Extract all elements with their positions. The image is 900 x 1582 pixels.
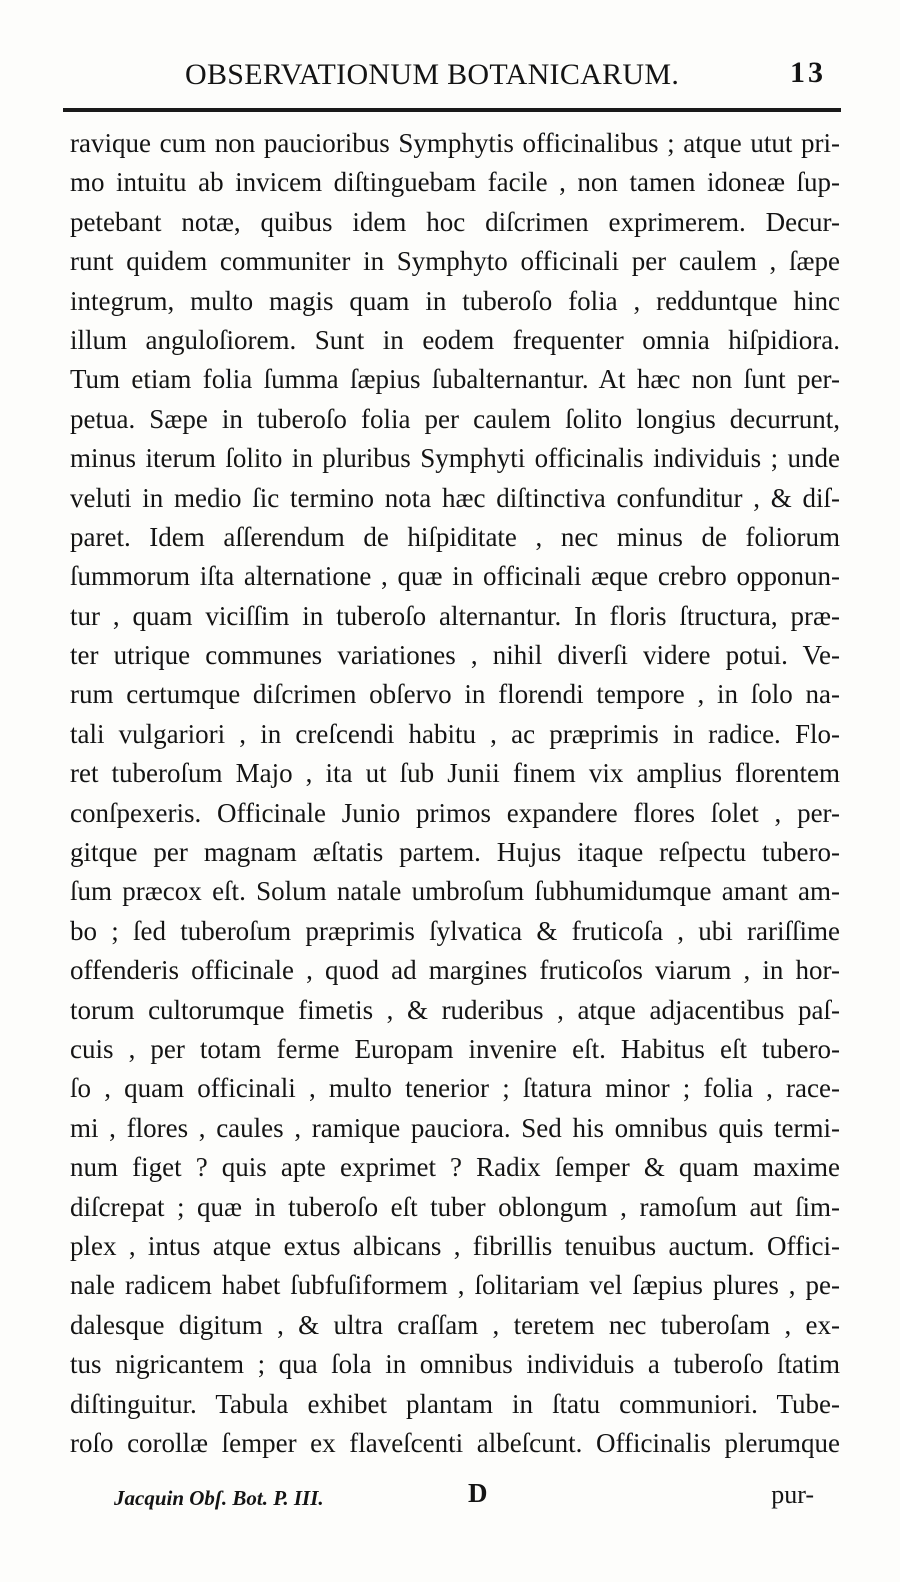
page-footer [70,1478,838,1518]
text-line: plex , intus atque extus albicans , fibrillis tenuibus auctum. Offici- [70,1230,840,1261]
text-line: roſo corollæ ſemper ex flaveſcenti albeſcunt. Officinalis plerumque [70,1427,840,1458]
text-line: ſum præcox eſt. Solum natale umbroſum ſubhumidumque amant am- [70,876,840,907]
text-line: Tum etiam folia ſumma ſæpius ſubalternantur. At hæc non ſunt per- [70,364,840,395]
page-number: 13 [790,56,826,89]
running-title: OBSERVATIONUM BOTANICARUM. [185,58,680,91]
text-line: ravique cum non paucioribus Symphytis officinalibus ; atque utut pri- [70,128,840,158]
text-line: ter utrique communes variationes , nihil diverſi videre potui. Ve- [70,640,840,671]
running-head [60,52,838,98]
text-line: mi , flores , caules , ramique pauciora. Sed his omnibus quis termi- [70,1112,840,1143]
text-line: diſtinguitur. Tabula exhibet plantam in ſtatu communiori. Tube- [70,1388,840,1419]
text-line: minus iterum ſolito in pluribus Symphyti officinalis individuis ; unde [70,443,840,474]
text-line: tus nigricantem ; qua ſola in omnibus individuis a tuberoſo ſtatim [70,1349,840,1380]
text-line: nale radicem habet ſubfuſiformem , ſolitariam vel ſæpius plures , pe- [70,1270,840,1301]
text-line: offenderis officinale , quod ad margines fruticoſos viarum , in hor- [70,955,840,986]
text-line: rum certumque diſcrimen obſervo in florendi tempore , in ſolo na- [70,679,840,710]
text-line: conſpexeris. Officinale Junio primos expandere flores ſolet , per- [70,797,840,828]
text-line: mo intuitu ab invicem diſtinguebam facile , non tamen idoneæ ſup- [70,167,840,198]
header-rule [63,108,841,112]
text-line: ſummorum iſta alternatione , quæ in officinali æque crebro opponun- [70,561,840,592]
text-line: dalesque digitum , & ultra craſſam , teretem nec tuberoſam , ex- [70,1309,840,1340]
signature-line: Jacquin Obſ. Bot. P. III. [114,1486,324,1510]
text-line: paret. Idem aſſerendum de hiſpiditate , nec minus de foliorum [70,521,840,552]
text-line: tali vulgariori , in creſcendi habitu , ac præprimis in radice. Flo- [70,718,840,749]
text-line: num figet ? quis apte exprimet ? Radix ſemper & quam maxime [70,1152,840,1183]
text-line: illum anguloſiorem. Sunt in eodem frequenter omnia hiſpidiora. [70,324,840,355]
text-line: cuis , per totam ferme Europam invenire eſt. Habitus eſt tubero- [70,1033,840,1064]
text-line: ſo , quam officinali , multo tenerior ; ſtatura minor ; folia , race- [70,1073,840,1104]
text-line: gitque per magnam æſtatis partem. Hujus itaque reſpectu tubero- [70,837,840,868]
text-line: runt quidem communiter in Symphyto officinali per caulem , ſæpe [70,246,840,277]
signature-mark: D [468,1478,488,1508]
text-line: diſcrepat ; quæ in tuberoſo eſt tuber oblongum , ramoſum aut ſim- [70,1191,840,1222]
catchword: pur- [771,1480,814,1509]
text-line: veluti in medio ſic termino nota hæc diſtinctiva confunditur , & diſ- [70,482,840,513]
text-line: tur , quam viciſſim in tuberoſo alternantur. In floris ſtructura, præ- [70,600,840,631]
body-text [70,124,840,1463]
text-line: integrum, multo magis quam in tuberoſo folia , redduntque hinc [70,285,840,316]
text-line: petebant notæ, quibus idem hoc diſcrimen exprimerem. Decur- [70,206,840,237]
text-line: petua. Sæpe in tuberoſo folia per caulem ſolito longius decurrunt, [70,403,840,434]
text-line: torum cultorumque fimetis , & ruderibus , atque adjacentibus paſ- [70,994,840,1025]
text-line: ret tuberoſum Majo , ita ut ſub Junii finem vix amplius florentem [70,758,840,789]
text-line: bo ; ſed tuberoſum præprimis ſylvatica & fruticoſa , ubi rariſſime [70,915,840,946]
